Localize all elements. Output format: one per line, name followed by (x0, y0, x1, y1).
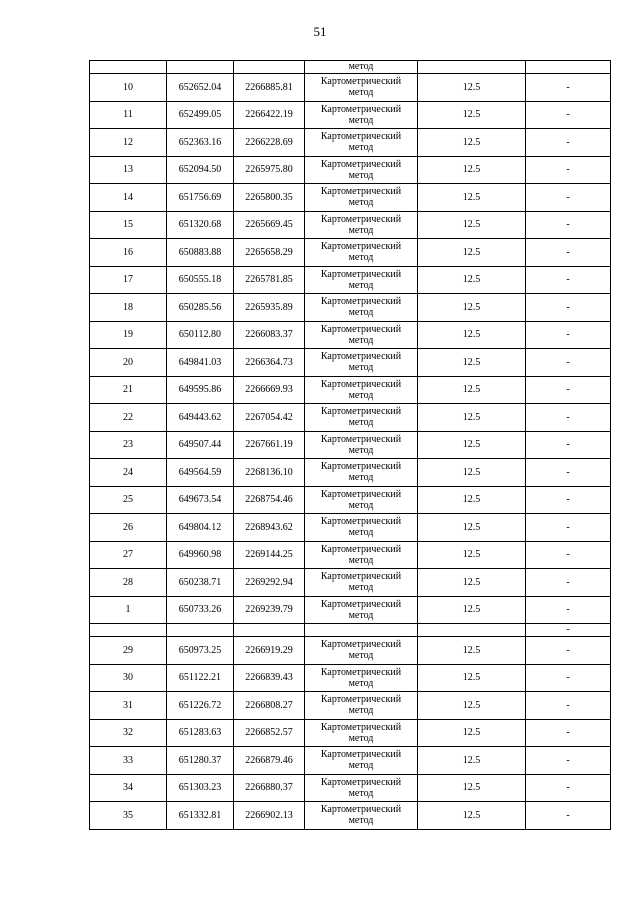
method-line-2: метод (348, 279, 374, 291)
method-line-1: Картометрический (320, 571, 402, 583)
method-line-2: метод (348, 87, 374, 99)
table-row (90, 719, 611, 747)
method-cell (305, 431, 418, 459)
x-cell: 652652.04 (167, 74, 234, 102)
accuracy-cell: 12.5 (418, 184, 526, 212)
accuracy-cell: 12.5 (418, 486, 526, 514)
y-cell: 2265669.45 (234, 211, 305, 239)
accuracy-cell: 12.5 (418, 802, 526, 830)
description-cell: - (526, 747, 611, 775)
method-cell (305, 802, 418, 830)
method-line-2: метод (348, 444, 374, 456)
accuracy-cell: 12.5 (418, 294, 526, 322)
method-line-1: Картометрический (320, 103, 402, 115)
method-cell (305, 747, 418, 775)
description-cell: - (526, 431, 611, 459)
y-cell: 2265935.89 (234, 294, 305, 322)
table-row (90, 129, 611, 157)
description-cell: - (526, 101, 611, 129)
x-cell: 650112.80 (167, 321, 234, 349)
y-cell: 2267661.19 (234, 431, 305, 459)
method-line-1: Картометрический (320, 186, 402, 198)
empty-cell (418, 624, 526, 637)
method-line-1: Картометрический (320, 213, 402, 225)
y-cell: 2268136.10 (234, 459, 305, 487)
accuracy-cell: 12.5 (418, 541, 526, 569)
method-line-2: метод (348, 705, 374, 717)
coordinates-table (89, 60, 611, 830)
method-line-1: Картометрический (320, 488, 402, 500)
y-cell: 2266228.69 (234, 129, 305, 157)
description-cell: - (526, 184, 611, 212)
accuracy-cell: 12.5 (418, 664, 526, 692)
table-row (90, 101, 611, 129)
continuation-row (90, 61, 611, 74)
x-cell: 652499.05 (167, 101, 234, 129)
table-row (90, 404, 611, 432)
point-cell: 31 (90, 692, 167, 720)
table-row (90, 294, 611, 322)
method-cell (305, 774, 418, 802)
table-row (90, 486, 611, 514)
y-cell: 2266880.37 (234, 774, 305, 802)
table-row (90, 514, 611, 542)
method-cell (305, 637, 418, 665)
description-cell: - (526, 486, 611, 514)
table-row (90, 747, 611, 775)
x-cell: 652363.16 (167, 129, 234, 157)
method-line-2: метод (348, 472, 374, 484)
table-row (90, 541, 611, 569)
point-cell: 27 (90, 541, 167, 569)
empty-cell (234, 624, 305, 637)
x-cell: 649443.62 (167, 404, 234, 432)
method-line-2: метод (348, 197, 374, 209)
method-line-1: Картометрический (320, 131, 402, 143)
method-cell (305, 514, 418, 542)
accuracy-cell: 12.5 (418, 431, 526, 459)
method-line-1: Картометрический (320, 323, 402, 335)
x-cell: 649595.86 (167, 376, 234, 404)
accuracy-cell (418, 61, 526, 74)
method-line-2: метод (348, 417, 374, 429)
method-line-1: Картометрический (320, 804, 402, 816)
method-cell (305, 74, 418, 102)
method-line-2: метод (348, 114, 374, 126)
point-cell: 1 (90, 596, 167, 624)
x-cell: 651303.23 (167, 774, 234, 802)
y-cell: 2266879.46 (234, 747, 305, 775)
table-row (90, 239, 611, 267)
x-cell: 649960.98 (167, 541, 234, 569)
method-line-2: метод (348, 334, 374, 346)
description-cell: - (526, 239, 611, 267)
empty-cell (305, 624, 418, 637)
y-cell: 2268943.62 (234, 514, 305, 542)
table-row (90, 266, 611, 294)
table-row (90, 184, 611, 212)
method-line-2: метод (348, 554, 374, 566)
method-line-1: Картометрический (320, 268, 402, 280)
method-line-2: метод (348, 732, 374, 744)
method-line-2: метод (348, 677, 374, 689)
accuracy-cell: 12.5 (418, 514, 526, 542)
x-cell: 650973.25 (167, 637, 234, 665)
method-cell (305, 692, 418, 720)
x-cell: 650883.88 (167, 239, 234, 267)
method-line-1: Картометрический (320, 598, 402, 610)
y-cell: 2266669.93 (234, 376, 305, 404)
x-cell: 649841.03 (167, 349, 234, 377)
method-cell (305, 266, 418, 294)
method-cell (305, 596, 418, 624)
method-line-2: метод (348, 389, 374, 401)
point-cell: 29 (90, 637, 167, 665)
method-line-1: Картометрический (320, 158, 402, 170)
description-cell: - (526, 541, 611, 569)
method-line-2: метод (348, 582, 374, 594)
description-cell (526, 61, 611, 74)
accuracy-cell: 12.5 (418, 211, 526, 239)
y-cell: 2265781.85 (234, 266, 305, 294)
method-line-2: метод (348, 815, 374, 827)
method-cell (305, 101, 418, 129)
accuracy-cell: 12.5 (418, 321, 526, 349)
y-cell: 2266852.57 (234, 719, 305, 747)
table-row (90, 321, 611, 349)
y-cell (234, 61, 305, 74)
method-line-1: Картометрический (320, 776, 402, 788)
description-cell: - (526, 74, 611, 102)
method-line-2: метод (348, 760, 374, 772)
y-cell: 2269292.94 (234, 569, 305, 597)
description-cell: - (526, 459, 611, 487)
table-row (90, 692, 611, 720)
accuracy-cell: 12.5 (418, 459, 526, 487)
accuracy-cell: 12.5 (418, 692, 526, 720)
point-cell: 34 (90, 774, 167, 802)
method-cell (305, 211, 418, 239)
point-cell: 12 (90, 129, 167, 157)
method-cell (305, 156, 418, 184)
point-cell: 20 (90, 349, 167, 377)
point-cell: 30 (90, 664, 167, 692)
x-cell: 651320.68 (167, 211, 234, 239)
description-cell: - (526, 404, 611, 432)
table-row (90, 802, 611, 830)
description-cell: - (526, 349, 611, 377)
y-cell: 2266083.37 (234, 321, 305, 349)
x-cell: 651226.72 (167, 692, 234, 720)
method-line-1: Картометрический (320, 666, 402, 678)
method-line-2: метод (348, 650, 374, 662)
description-cell: - (526, 637, 611, 665)
method-line-1: Картометрический (320, 461, 402, 473)
empty-cell (167, 624, 234, 637)
point-cell: 35 (90, 802, 167, 830)
method-line-2: метод (348, 252, 374, 264)
point-cell: 22 (90, 404, 167, 432)
method-line-1: Картометрический (320, 721, 402, 733)
accuracy-cell: 12.5 (418, 156, 526, 184)
empty-cell (90, 624, 167, 637)
method-line-1: Картометрический (320, 351, 402, 363)
method-cell (305, 404, 418, 432)
accuracy-cell: 12.5 (418, 239, 526, 267)
y-cell: 2268754.46 (234, 486, 305, 514)
method-line-2: метод (348, 362, 374, 374)
x-cell: 651280.37 (167, 747, 234, 775)
method-cell (305, 376, 418, 404)
y-cell: 2267054.42 (234, 404, 305, 432)
y-cell: 2266839.43 (234, 664, 305, 692)
accuracy-cell: 12.5 (418, 569, 526, 597)
description-cell: - (526, 692, 611, 720)
description-cell: - (526, 156, 611, 184)
point-cell: 28 (90, 569, 167, 597)
method-line-2: метод (348, 307, 374, 319)
description-cell: - (526, 802, 611, 830)
table-row (90, 774, 611, 802)
separator-row (90, 624, 611, 637)
method-cell (305, 294, 418, 322)
x-cell: 650238.71 (167, 569, 234, 597)
point-cell: 16 (90, 239, 167, 267)
method-cell (305, 321, 418, 349)
method-line-1: Картометрический (320, 433, 402, 445)
x-cell: 650285.56 (167, 294, 234, 322)
table-row (90, 664, 611, 692)
x-cell (167, 61, 234, 74)
y-cell: 2269144.25 (234, 541, 305, 569)
description-cell: - (526, 514, 611, 542)
description-cell: - (526, 129, 611, 157)
method-line-1: Картометрический (320, 516, 402, 528)
x-cell: 651122.21 (167, 664, 234, 692)
point-cell: 24 (90, 459, 167, 487)
method-line-1: Картометрический (320, 296, 402, 308)
description-cell: - (526, 624, 611, 637)
x-cell: 649564.59 (167, 459, 234, 487)
x-cell: 649673.54 (167, 486, 234, 514)
method-line-1: Картометрический (320, 76, 402, 88)
y-cell: 2266808.27 (234, 692, 305, 720)
accuracy-cell: 12.5 (418, 596, 526, 624)
accuracy-cell: 12.5 (418, 376, 526, 404)
table-row (90, 596, 611, 624)
method-cell (305, 459, 418, 487)
method-line-1: Картометрический (320, 241, 402, 253)
description-cell: - (526, 266, 611, 294)
method-line-1: Картометрический (320, 406, 402, 418)
point-cell: 15 (90, 211, 167, 239)
point-cell: 17 (90, 266, 167, 294)
table-row (90, 637, 611, 665)
x-cell: 651332.81 (167, 802, 234, 830)
point-cell (90, 61, 167, 74)
description-cell: - (526, 596, 611, 624)
description-cell: - (526, 294, 611, 322)
accuracy-cell: 12.5 (418, 719, 526, 747)
description-cell: - (526, 774, 611, 802)
accuracy-cell: 12.5 (418, 774, 526, 802)
y-cell: 2266885.81 (234, 74, 305, 102)
description-cell: - (526, 376, 611, 404)
accuracy-cell: 12.5 (418, 266, 526, 294)
point-cell: 19 (90, 321, 167, 349)
method-line-2: метод (348, 609, 374, 621)
point-cell: 13 (90, 156, 167, 184)
method-cell (305, 129, 418, 157)
method-line-1: Картометрический (320, 749, 402, 761)
table-row (90, 431, 611, 459)
method-cell (305, 719, 418, 747)
table-row (90, 376, 611, 404)
x-cell: 649507.44 (167, 431, 234, 459)
description-cell: - (526, 211, 611, 239)
x-cell: 650733.26 (167, 596, 234, 624)
point-cell: 23 (90, 431, 167, 459)
x-cell: 649804.12 (167, 514, 234, 542)
y-cell: 2265800.35 (234, 184, 305, 212)
table-row (90, 74, 611, 102)
method-cell (305, 541, 418, 569)
point-cell: 21 (90, 376, 167, 404)
y-cell: 2265975.80 (234, 156, 305, 184)
method-line-2: метод (348, 527, 374, 539)
table-row (90, 349, 611, 377)
accuracy-cell: 12.5 (418, 747, 526, 775)
point-cell: 25 (90, 486, 167, 514)
table-row (90, 211, 611, 239)
x-cell: 651283.63 (167, 719, 234, 747)
y-cell: 2266919.29 (234, 637, 305, 665)
accuracy-cell: 12.5 (418, 404, 526, 432)
table-row (90, 569, 611, 597)
y-cell: 2265658.29 (234, 239, 305, 267)
point-cell: 11 (90, 101, 167, 129)
x-cell: 650555.18 (167, 266, 234, 294)
accuracy-cell: 12.5 (418, 349, 526, 377)
method-cell (305, 184, 418, 212)
method-line-2: метод (348, 787, 374, 799)
method-cell (305, 664, 418, 692)
method-line-1: Картометрический (320, 543, 402, 555)
x-cell: 652094.50 (167, 156, 234, 184)
method-cell (305, 239, 418, 267)
accuracy-cell: 12.5 (418, 129, 526, 157)
description-cell: - (526, 321, 611, 349)
x-cell: 651756.69 (167, 184, 234, 212)
point-cell: 32 (90, 719, 167, 747)
table-row (90, 459, 611, 487)
point-cell: 10 (90, 74, 167, 102)
page-number: 51 (313, 24, 327, 39)
method-line-1: Картометрический (320, 378, 402, 390)
method-cell: метод (305, 61, 418, 74)
point-cell: 14 (90, 184, 167, 212)
method-line-2: метод (348, 142, 374, 154)
method-line-2: метод (348, 224, 374, 236)
method-cell (305, 569, 418, 597)
point-cell: 33 (90, 747, 167, 775)
description-cell: - (526, 664, 611, 692)
description-cell: - (526, 719, 611, 747)
y-cell: 2266902.13 (234, 802, 305, 830)
y-cell: 2269239.79 (234, 596, 305, 624)
point-cell: 26 (90, 514, 167, 542)
accuracy-cell: 12.5 (418, 637, 526, 665)
accuracy-cell: 12.5 (418, 74, 526, 102)
y-cell: 2266364.73 (234, 349, 305, 377)
table-row (90, 156, 611, 184)
method-line-1: Картометрический (320, 694, 402, 706)
description-cell: - (526, 569, 611, 597)
point-cell: 18 (90, 294, 167, 322)
accuracy-cell: 12.5 (418, 101, 526, 129)
method-cell (305, 486, 418, 514)
method-line-2: метод (348, 169, 374, 181)
method-cell (305, 349, 418, 377)
y-cell: 2266422.19 (234, 101, 305, 129)
method-line-2: метод (348, 499, 374, 511)
method-line-1: Картометрический (320, 639, 402, 651)
